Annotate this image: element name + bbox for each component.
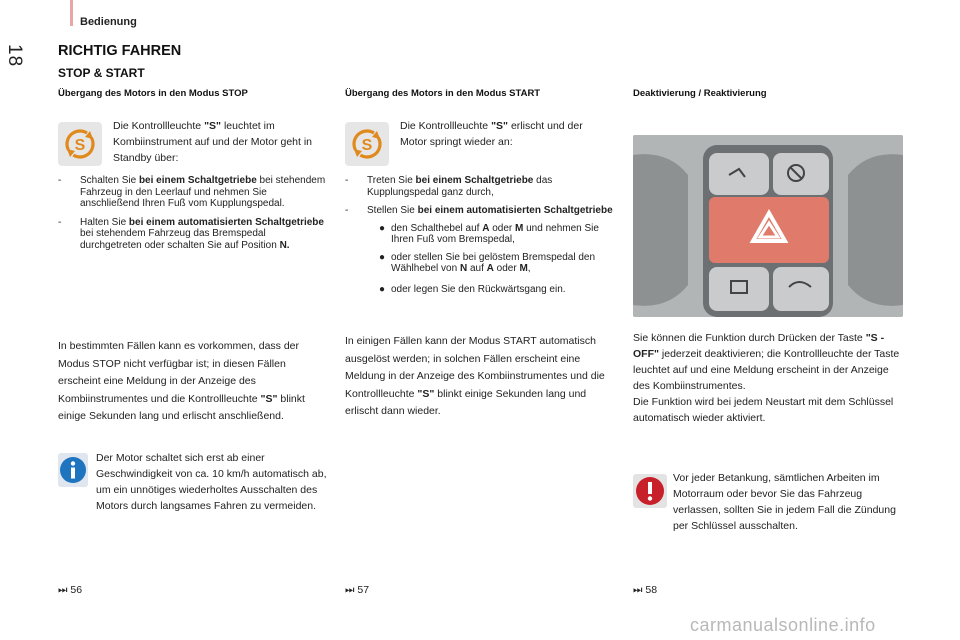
col2-intro: Die Kontrollleuchte "S" erlischt und der Motor springt wieder an:	[400, 120, 583, 148]
list-item: - Treten Sie bei einem Schaltgetriebe das Kupplungspedal ganz durch,	[345, 175, 553, 198]
page-number: 18	[4, 44, 25, 68]
cross-reference-arrow-icon: ⏭	[345, 584, 355, 596]
info-icon	[58, 453, 88, 487]
switch-panel-photo	[633, 135, 903, 317]
col3-paragraph: Sie können die Funktion durch Drücken der Taste "S - OFF" jederzeit deaktivieren; die Kontrollleuchte der Taste leuchtet auf und eine Meldung erscheint in der Anzeige des Kombiinstrumentes. Die Funktion wird bei jedem Neustart mit dem Schlüssel automatisch wieder aktiviert.	[633, 332, 900, 424]
svg-text:S: S	[74, 137, 86, 154]
cross-reference-arrow-icon: ⏭	[633, 584, 643, 596]
col2-steps	[345, 175, 620, 295]
stop-start-indicator-icon	[58, 122, 102, 166]
col1-note: Der Motor schaltet sich erst ab einer Geschwindigkeit von ca. 10 km/h automatisch ab, um ein unnötiges wiederholtes Ausschalten des Motors durch langsames Fahren zu vermeiden.	[96, 452, 327, 512]
col3-heading: Deaktivierung / Reaktivierung	[633, 88, 767, 99]
col1-intro: Die Kontrollleuchte "S" leuchtet im Kombiinstrument auf und der Motor geht in Standby über:	[113, 120, 313, 164]
svg-text:S: S	[361, 137, 373, 154]
col1-paragraph: In bestimmten Fällen kann es vorkommen, dass der Modus STOP nicht verfügbar ist; in diesen Fällen erscheint eine Meldung in der Anzeige des Kombiinstrumentes und die Kontrollleuchte "S" blinkt einige Sekunden lang und erlischt anschließend.	[58, 340, 305, 422]
sub-list-item: ● den Schalthebel auf A oder M und nehmen Sie Ihren Fuß vom Bremspedal,	[379, 222, 599, 245]
page-title: RICHTIG FAHREN	[58, 43, 182, 59]
list-item: - Schalten Sie bei einem Schaltgetriebe bei stehendem Fahrzeug in den Leerlauf und nehmen Sie anschließend Ihren Fuß vom Kupplungspedal.	[58, 175, 326, 209]
header-accent-bar	[70, 0, 73, 26]
sub-list-item: ● oder stellen Sie bei gelöstem Bremspedal den Wählhebel von N auf A oder M,	[379, 251, 596, 274]
section-title: Bedienung	[80, 16, 137, 28]
list-item: - Stellen Sie bei einem automatisierten Schaltgetriebe ● den Schalthebel auf A oder M und nehmen Sie Ihren Fuß vom Bremspedal, ● oder stellen Sie bei gelöstem Bremspedal den Wählhebel von N auf A oder M, ● oder legen Sie den Rückwärtsgang ein.	[345, 205, 620, 295]
cross-reference-arrow-icon: ⏭	[58, 584, 68, 596]
list-item: - Halten Sie bei einem automatisierten Schaltgetriebe bei stehendem Fahrzeug das Bremspedal durchgetreten oder schalten Sie auf Position N.	[58, 216, 324, 251]
stop-start-indicator-icon	[345, 122, 389, 166]
col1-cross-reference[interactable]: ⏭ 56	[58, 584, 83, 596]
col3-paragraph-2: Die Funktion wird bei jedem Neustart mit dem Schlüssel automatisch wieder aktiviert.	[633, 396, 894, 424]
col2-paragraph: In einigen Fällen kann der Modus START automatisch ausgelöst werden; in solchen Fällen erscheint eine Meldung in der Anzeige des Kombiinstrumentes und die Kontrollleuchte "S" blinkt einige Sekunden lang und erlischt dann wieder.	[345, 335, 605, 417]
col2-cross-reference[interactable]: ⏭ 57	[345, 584, 370, 596]
col3-warning: Vor jeder Betankung, sämtlichen Arbeiten im Motorraum oder bevor Sie das Fahrzeug verlassen, sollten Sie in jedem Fall die Zündung per Schlüssel ausschalten.	[673, 472, 896, 532]
col1-steps	[58, 175, 328, 258]
col3-cross-reference[interactable]: ⏭ 58	[633, 584, 658, 596]
warning-icon	[633, 474, 667, 508]
col2-heading: Übergang des Motors in den Modus START	[345, 88, 541, 99]
page-subtitle: STOP & START	[58, 66, 145, 80]
footer-watermark: carmanualsonline.info	[690, 615, 876, 635]
sub-list-item: ● oder legen Sie den Rückwärtsgang ein.	[379, 283, 566, 295]
col1-heading: Übergang des Motors in den Modus STOP	[58, 88, 248, 99]
